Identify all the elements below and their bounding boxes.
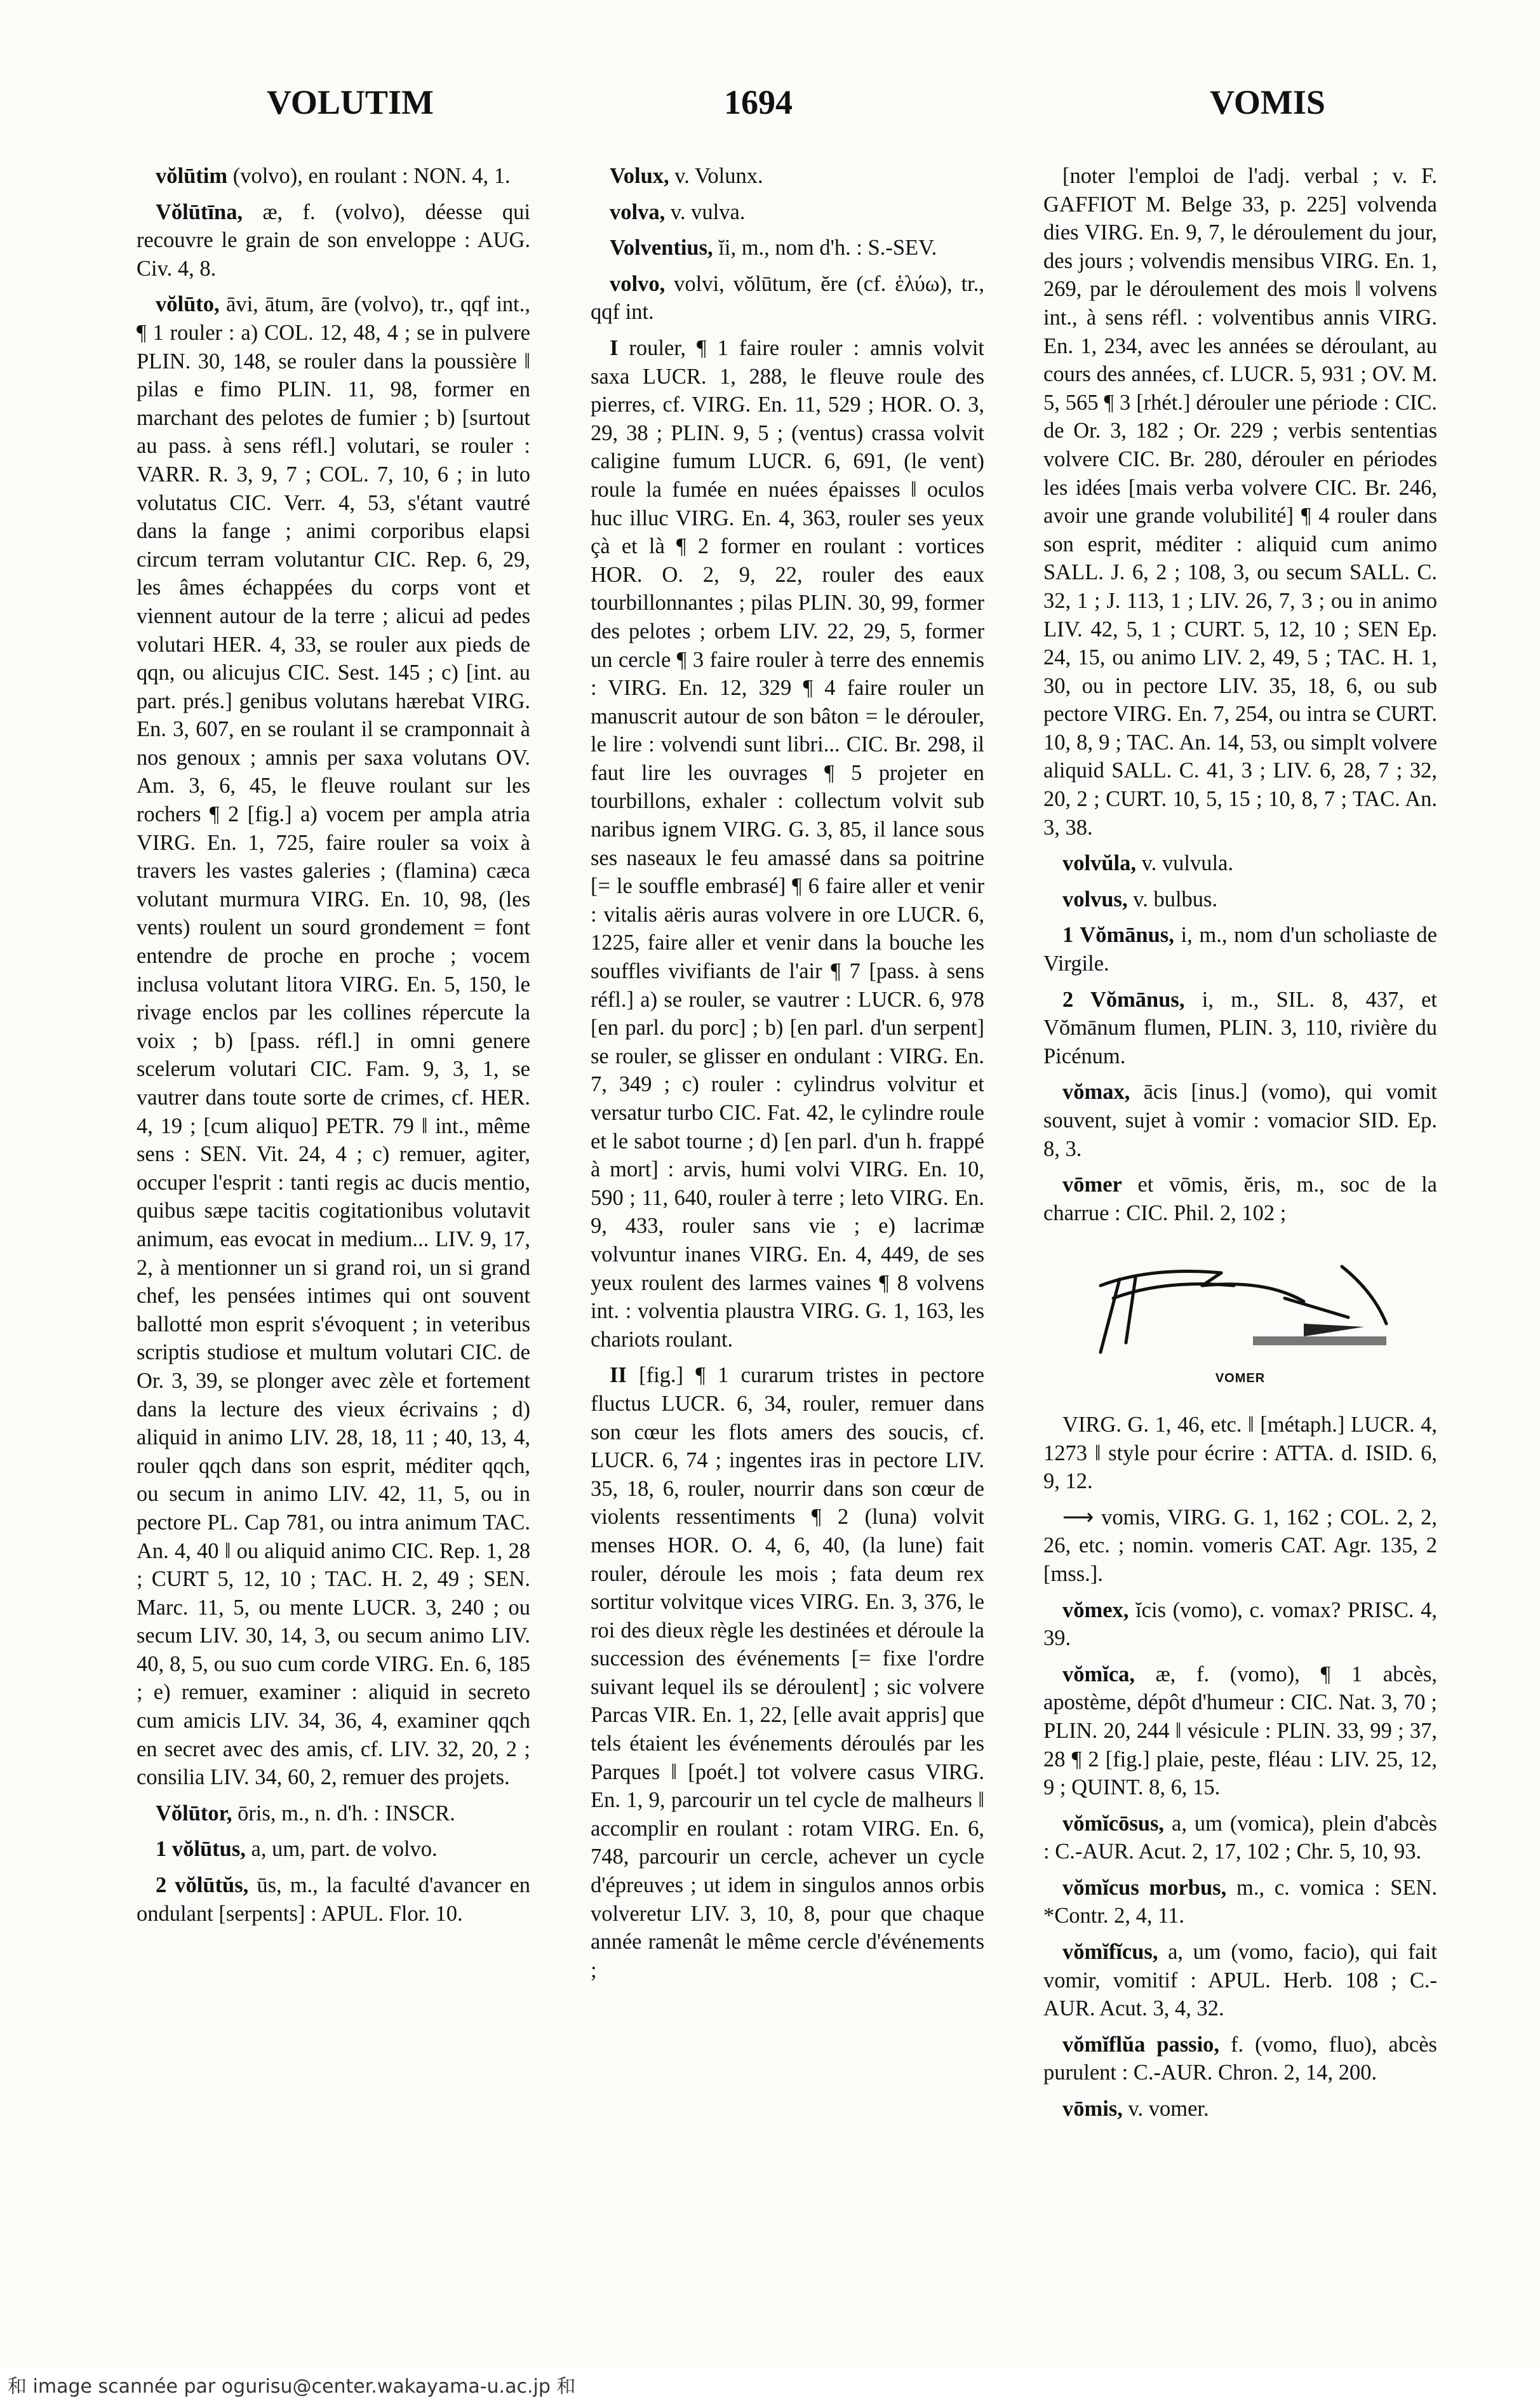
dictionary-entry xyxy=(591,234,984,262)
entry-definition: volvi, vŏlūtum, ĕre (cf. ἑλύω), tr., qqf int. xyxy=(591,271,984,325)
dictionary-entry xyxy=(1043,885,1437,914)
headword: vŏmĭflŭa passio, xyxy=(1062,2032,1220,2057)
entry-definition: ācis [inus.] (vomo), qui vomit souvent, sujet à vomir : vomacior SID. Ep. 8, 3. xyxy=(1043,1080,1437,1161)
plough-illustration xyxy=(1043,1241,1437,1393)
dictionary-entry xyxy=(1043,2095,1437,2123)
entry-definition: ⟶ vomis, VIRG. G. 1, 162 ; COL. 2, 2, 26, etc. ; nomin. vomeris CAT. Agr. 135, 2 [mss.]. xyxy=(1043,1505,1437,1586)
dictionary-columns xyxy=(137,162,1442,2360)
header-left-word: VOLUTIM xyxy=(267,83,434,121)
entry-definition: æ, f. (vomo), ¶ 1 abcès, apostème, dépôt d'humeur : CIC. Nat. 3, 70 ; PLIN. 20, 244 ‖ vésicule : PLIN. 33, 99 ; 37, 28 ¶ 2 [fig.] plaie, peste, fléau : LIV. 25, 12, 9 ; QUINT. 8, 6, 15. xyxy=(1043,1662,1437,1800)
page-number: 1694 xyxy=(724,83,793,121)
dictionary-entry xyxy=(137,290,530,1791)
headword: vŏmĭfĭcus, xyxy=(1062,1940,1158,1965)
entry-definition: ūs, m., la faculté d'avancer en ondulant [serpents] : APUL. Flor. 10. xyxy=(137,1873,530,1926)
header-right-word: VOMIS xyxy=(1210,83,1325,121)
entry-definition: i, m., nom d'un scholiaste de Virgile. xyxy=(1043,923,1437,976)
dictionary-entry xyxy=(1043,1411,1437,1496)
entry-definition: v. vulva. xyxy=(665,199,746,224)
entry-definition: VIRG. G. 1, 46, etc. ‖ [métaph.] LUCR. 4, 1273 ‖ style pour écrire : ATTA. d. ISID. 6, 9, 12. xyxy=(1043,1412,1437,1494)
dictionary-entry xyxy=(137,1871,530,1928)
entry-definition: [fig.] ¶ 1 curarum tristes in pectore fluctus LUCR. 6, 34, rouler, remuer dans son cœur les flots amers des soucis, cf. LUCR. 6, 74 ; ingentes iras in pectore LIV. 35, 18, 6, rouler, nourrir dans son cœur de violents ressentiments ¶ 2 (luna) volvit menses HOR. O. 4, 6, 40, (la lune) fait rouler, déroule les mois ; fata deum rex sortitur volvitque vices VIRG. En. 3, 376, le roi des dieux règle les destinées et déroule la succession des événements [= fixe l'ordre suivant lequel ils se déroulent] ; sic volvere Parcas VIR. En. 1, 22, [elle avait appris] que tels étaient les événements déroulés par les Parques ‖ [poét.] tot volvere casus VIRG. En. 1, 9, parcourir un tel cycle de malheurs ‖ accomplir en roulant : rotam VIRG. En. 6, 748, parcourir un cercle, achever un cycle d'épreuves ; ut idem in singulos annos orbis volveretur LIV. 3, 10, 8, pour que chaque année ramenât le même cercle d'événements ; xyxy=(591,1363,984,1982)
headword: volvŭla, xyxy=(1062,851,1136,876)
headword: 2 Vŏmānus, xyxy=(1062,987,1185,1012)
headword: vŏlūto, xyxy=(156,292,220,317)
headword: volva, xyxy=(610,199,666,224)
entry-definition: v. Volunx. xyxy=(669,164,763,188)
headword: vŏlūtim xyxy=(156,164,228,188)
headword: volvo, xyxy=(610,271,666,296)
headword: I xyxy=(610,335,619,360)
headword: Volventius, xyxy=(610,236,713,260)
dictionary-entry xyxy=(137,162,530,191)
headword: 1 Vŏmānus, xyxy=(1062,923,1174,948)
entry-definition: a, um, part. de volvo. xyxy=(245,1837,438,1862)
headword: vŏmĭcus morbus, xyxy=(1062,1875,1227,1900)
dictionary-entry xyxy=(137,198,530,283)
dictionary-entry xyxy=(1043,1810,1437,1866)
dictionary-entry xyxy=(591,162,984,191)
headword: 1 vŏlūtus, xyxy=(156,1837,246,1862)
headword: vŏmĭcōsus, xyxy=(1062,1811,1165,1836)
dictionary-entry xyxy=(1043,1596,1437,1653)
dictionary-entry xyxy=(1043,1874,1437,1930)
entry-definition: m., c. vomica : SEN. *Contr. 2, 4, 11. xyxy=(1043,1875,1437,1928)
dictionary-entry xyxy=(1043,921,1437,978)
column-2 xyxy=(591,162,984,2360)
dictionary-entry xyxy=(1043,1503,1437,1589)
dictionary-entry xyxy=(1043,2031,1437,2087)
headword: Volux, xyxy=(610,164,669,188)
headword: Vŏlūtor, xyxy=(156,1801,232,1825)
dictionary-entry xyxy=(137,1835,530,1864)
entry-definition: et vōmis, ĕris, m., soc de la charrue : CIC. Phil. 2, 102 ; xyxy=(1043,1173,1437,1225)
plough-icon xyxy=(1075,1241,1405,1362)
entry-definition: a, um (vomica), plein d'abcès : C.-AUR. Acut. 2, 17, 102 ; Chr. 5, 10, 93. xyxy=(1043,1811,1437,1864)
entry-definition: ĭi, m., nom d'h. : S.-SEV. xyxy=(713,236,937,260)
headword: Vŏlūtīna, xyxy=(156,199,243,224)
entry-definition: ĭcis (vomo), c. vomax? PRISC. 4, 39. xyxy=(1043,1597,1437,1651)
entry-definition: v. bulbus. xyxy=(1127,887,1218,911)
dictionary-entry xyxy=(1043,986,1437,1071)
figure-caption: VOMER xyxy=(1215,1371,1266,1386)
headword: vŏmax, xyxy=(1062,1080,1130,1105)
dictionary-entry xyxy=(591,198,984,227)
dictionary-entry xyxy=(591,334,984,1354)
entry-definition: v. vulvula. xyxy=(1135,851,1233,876)
entry-definition: a, um (vomo, facio), qui fait vomir, vomitif : APUL. Herb. 108 ; C.-AUR. Acut. 3, 4, 32. xyxy=(1043,1940,1437,2021)
dictionary-entry xyxy=(1043,1938,1437,2023)
column-3 xyxy=(1043,162,1437,2360)
dictionary-entry xyxy=(1043,162,1437,842)
dictionary-entry xyxy=(137,1799,530,1828)
scan-credit-footer: 和 image scannée par ogurisu@center.wakayama-u.ac.jp 和 xyxy=(0,2368,1540,2406)
headword: vōmis, xyxy=(1062,2097,1123,2121)
entry-definition: i, m., SIL. 8, 437, et Vŏmānum flumen, PLIN. 3, 110, rivière du Picénum. xyxy=(1043,987,1437,1068)
entry-definition: āvi, ātum, āre (volvo), tr., qqf int., ¶ 1 rouler : a) COL. 12, 48, 4 ; se in pulvere PLIN. 30, 148, se rouler dans la poussière ‖ pilas e fimo PLIN. 11, 98, former en marchant des pelotes de fumier ; b) [surtout au pass. à sens réfl.] volutari, se rouler : VARR. R. 3, 9, 7 ; COL. 7, 10, 6 ; in luto volutatus CIC. Verr. 4, 53, s'étant vautré dans la fange ; animi corporibus elapsi circum terram volutantur CIC. Rep. 6, 29, les âmes échappées du corps vont et viennent autour de la terre ; alicui ad pedes volutari HER. 4, 33, se rouler aux pieds de qqn, ou alicujus CIC. Sest. 145 ; c) [int. au part. prés.] genibus volutans hærebat VIRG. En. 3, 607, en se roulant il se cramponnait à nos genoux ; amnis per saxa volutans OV. Am. 3, 6, 45, le fleuve roulant sur les rochers ¶ 2 [fig.] a) vocem per ampla atria VIRG. En. 1, 725, faire rouler sa voix à travers les vastes galeries ; (flamina) cæca volutant murmura VIRG. En. 10, 98, (les vents) roulent un sourd grondement = font entendre de proche en proche ; vocem inclusa volutant litora VIRG. En. 5, 150, le rivage enclos par les collines répercute la voix ; b) [pass. réfl.] in omni genere scelerum volutari CIC. Fam. 9, 3, 1, se vautrer dans toute sorte de crimes, cf. HER. 4, 19 ; [cum aliquo] PETR. 79 ‖ int., même sens : SEN. Vit. 24, 4 ; c) remuer, agiter, occuper l'esprit : tanti regis ac ducis mentio, quibus sæpe tacitis cogitationibus volutavit animum, eas evocat in medium... LIV. 9, 17, 2, à mentionner un si grand roi, un si grand chef, les pensées intimes qui ont souvent ballotté mon esprit s'évoquent ; in veteribus scriptis studiose et multum volutari CIC. de Or. 3, 39, se plonger avec zèle et fortement dans la lecture des vieux écrivains ; d) aliquid in animo LIV. 28, 18, 11 ; 40, 13, 4, rouler qqch dans son esprit, méditer qqch, ou secum in animo LIV. 42, 11, 5, ou in pectore PL. Cap 781, ou intra animum TAC. An. 4, 40 ‖ ou aliquid animo CIC. Rep. 1, 28 ; CURT 5, 12, 10 ; TAC. H. 2, 49 ; SEN. Marc. 11, 5, ou mente LUCR. 3, 240 ; ou secum LIV. 30, 14, 3, ou secum animo LIV. 40, 8, 5, ou suo cum corde VIRG. En. 6, 185 ; e) remuer, examiner : aliquid in secreto cum amicis LIV. 34, 36, 4, examiner qqch en secret avec des amis, cf. LIV. 32, 20, 2 ; consilia LIV. 34, 60, 2, remuer des projets. xyxy=(137,292,530,1790)
dictionary-entry xyxy=(591,1361,984,1984)
dictionary-entry xyxy=(1043,849,1437,878)
dictionary-entry xyxy=(591,270,984,326)
column-1 xyxy=(137,162,530,2360)
dictionary-entry xyxy=(1043,1171,1437,1227)
entry-definition: f. (vomo, fluo), abcès purulent : C.-AUR. Chron. 2, 14, 200. xyxy=(1043,2032,1437,2085)
entry-definition: æ, f. (volvo), déesse qui recouvre le grain de son enveloppe : AUG. Civ. 4, 8. xyxy=(137,199,530,281)
headword: volvus, xyxy=(1062,887,1128,911)
dictionary-entry xyxy=(1043,1660,1437,1802)
dictionary-entry xyxy=(1043,1078,1437,1163)
entry-definition: (volvo), en roulant : NON. 4, 1. xyxy=(227,164,511,188)
headword: vŏmĭca, xyxy=(1062,1662,1135,1686)
headword: 2 vŏlūtŭs, xyxy=(156,1873,249,1898)
headword: vŏmex, xyxy=(1062,1597,1129,1622)
entry-definition: [noter l'emploi de l'adj. verbal ; v. F. GAFFIOT M. Belge 33, p. 225] volvenda dies VIRG. En. 9, 7, le déroulement du jour, des jours ; volvendis mensibus VIRG. En. 1, 269, par le déroulement des mois ‖ volvens int., à sens réfl. : volventibus annis VIRG. En. 1, 234, avec les années se déroulant, au cours des années, cf. LUCR. 5, 931 ; OV. M. 5, 565 ¶ 3 [rhét.] dérouler une période : CIC. de Or. 3, 182 ; Or. 229 ; verbis sententias volvere CIC. Br. 280, dérouler en périodes les idées [mais verba volvere CIC. Br. 246, avoir une grande volubilité] ¶ 4 rouler dans son esprit, méditer : aliquid cum animo SALL. J. 6, 2 ; 108, 3, ou secum SALL. C. 32, 1 ; J. 113, 1 ; LIV. 26, 7, 3 ; ou in animo LIV. 42, 5, 1 ; CURT. 5, 12, 10 ; SEN Ep. 24, 15, ou animo LIV. 2, 49, 5 ; TAC. H. 1, 30, ou in pectore LIV. 35, 18, 6, ou sub pectore VIRG. En. 7, 254, ou intra se CURT. 10, 8, 9 ; TAC. An. 14, 53, ou simplt volvere aliquid SALL. C. 41, 3 ; LIV. 6, 28, 7 ; 32, 20, 2 ; CURT. 10, 5, 15 ; 10, 8, 7 ; TAC. An. 3, 38. xyxy=(1043,164,1437,840)
page-header xyxy=(0,83,1540,140)
headword: vōmer xyxy=(1062,1173,1122,1197)
entry-definition: ōris, m., n. d'h. : INSCR. xyxy=(232,1801,455,1825)
entry-definition: v. vomer. xyxy=(1122,2097,1209,2121)
headword: II xyxy=(610,1363,627,1388)
entry-definition: rouler, ¶ 1 faire rouler : amnis volvit saxa LUCR. 1, 288, le fleuve roule des pierres, cf. VIRG. En. 11, 529 ; HOR. O. 3, 29, 38 ; PLIN. 9, 5 ; (ventus) crassa volvit caligine fumum LUCR. 6, 691, (le vent) roule la fumée en nuées épaisses ‖ oculos huc illuc VIRG. En. 4, 363, rouler ses yeux çà et là ¶ 2 former en roulant : vortices HOR. O. 2, 9, 22, rouler des eaux tourbillonnantes ; pilas PLIN. 30, 99, former des pelotes ; orbem LIV. 22, 29, 5, former un cercle ¶ 3 faire rouler à terre des ennemis : VIRG. En. 12, 329 ¶ 4 faire rouler un manuscrit autour de son bâton = le dérouler, le lire : volvendi sunt libri... CIC. Br. 298, il faut lire les ouvrages ¶ 5 projeter en tourbillons, exhaler : collectum volvit sub naribus ignem VIRG. G. 3, 85, il lance sous ses naseaux le feu amassé dans sa poitrine [= le souffle embrasé] ¶ 6 faire aller et venir : vitalis aëris auras volvere in ore LUCR. 6, 1225, faire aller et venir dans la bouche les souffles vivifiants de l'air ¶ 7 [pass. à sens réfl.] a) se rouler, se vautrer : LUCR. 6, 978 [en parl. du porc] ; b) [en parl. d'un serpent] se rouler, se glisser en ondulant : VIRG. En. 7, 349 ; c) rouler : cylindrus volvitur et versatur turbo CIC. Fat. 42, le cylindre roule et le sabot tourne ; d) [en parl. d'un h. frappé à mort] : arvis, humi volvi VIRG. En. 10, 590 ; 11, 640, rouler à terre ; leto VIRG. En. 9, 433, rouler sans vie ; e) lacrimæ volvuntur inanes VIRG. En. 4, 449, de ses yeux roulent des larmes vaines ¶ 8 volvens int. : volventia plaustra VIRG. G. 1, 163, les chariots roulant. xyxy=(591,335,984,1352)
